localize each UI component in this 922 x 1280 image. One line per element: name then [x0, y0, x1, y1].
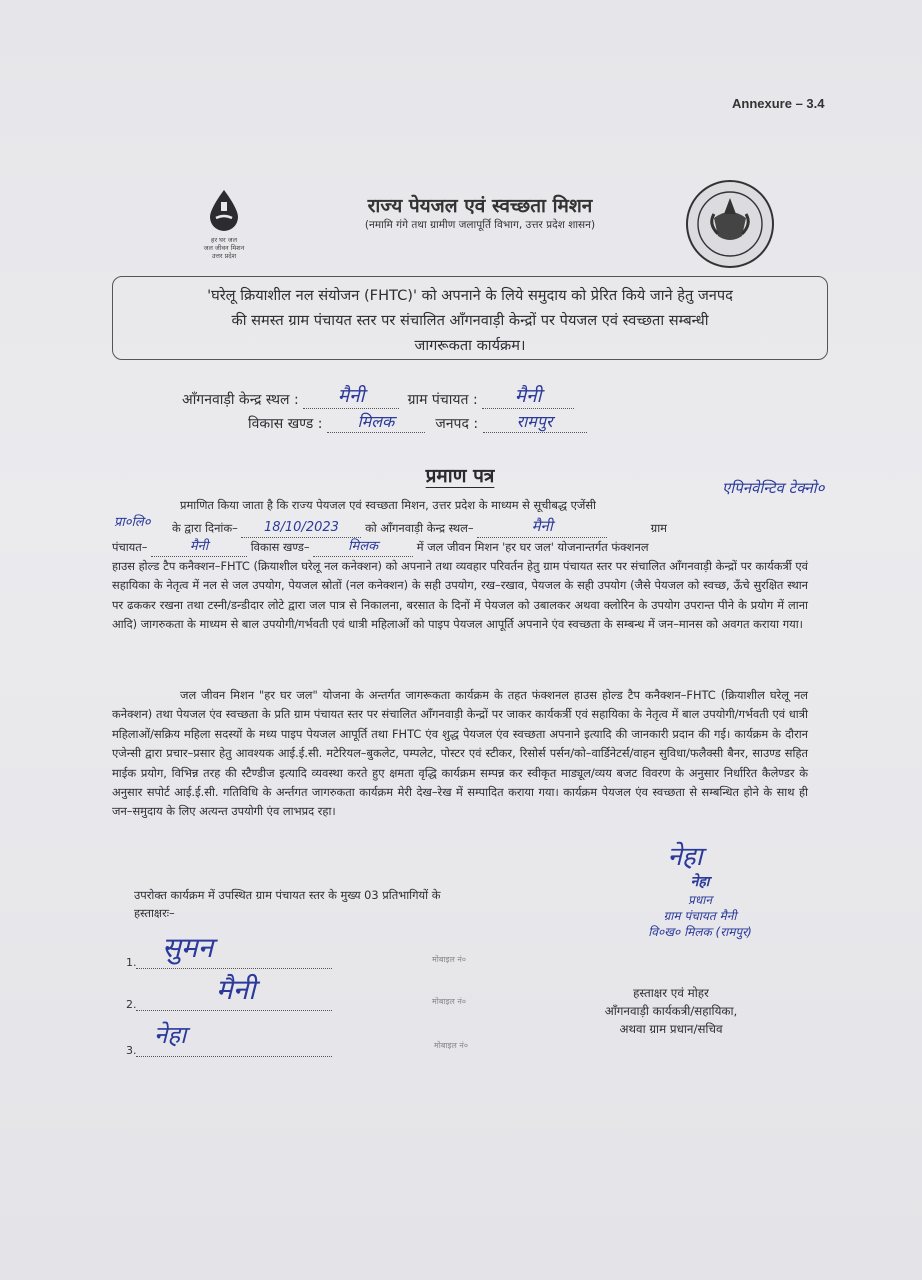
participant-3-line	[136, 1054, 332, 1057]
stamp-designation: प्रधान	[688, 893, 712, 907]
signatory-block: हस्ताक्षर एवं मोहर आँगनवाड़ी कार्यकत्री/सहायिका, अथवा ग्राम प्रधान/सचिव	[604, 986, 738, 1036]
panchayat-value: मैनी	[482, 382, 574, 409]
panchayat-handwritten: मैनी	[189, 539, 209, 554]
program-line-1: 'घरेलू क्रियाशील नल संयोजन (FHTC)' को अपनाने के लिये समुदाय को प्रेरित किये जाने हेतु जनपद	[207, 287, 733, 304]
cert-paragraph-2: जल जीवन मिशन "हर घर जल" योजना के अन्तर्गत जागरूकता कार्यक्रम के तहत फंक्शनल हाउस होल्ड टैप कनैक्शन–FHTC (क्रियाशील घरेलू नल कनेक्शन) तथा पेयजल एंव स्वच्छता के प्रति ग्राम पंचायत स्तर पर संचालित आँगनवाड़ी केन्द्रों पर जाकर कार्यकर्त्री एवं सहायिका के नेतृत्व में बाल उपयोगी/गर्भवती एवं धात्री महिलाओं/सक्रिय महिला सदस्यों के मध्य पाइप पेयजल आपूर्ति तथा FHTC एंव शुद्ध पेयजल एंव स्वच्छता अपनाने इत्यादि की जानकारी प्रदान की गई। कार्यक्रम के दौरान एजेन्सी द्वारा प्रचार–प्रसार हेतु आवश्यक आई.ई.सी. मटेरियल–बुकलेट, पम्पलेट, पोस्टर एवं स्टीकर, रिसोर्स पर्सन/को–वार्डिनेटर्स/वाहन सुविधा/फलैक्सी बैनर, साउण्ड सहित माईक प्रयोग, विभिन्न तरह की स्टैण्डीज इत्यादि व्यवस्था करते हुए क्षमता वृद्धि कार्यक्रम सम्पन्न कर स्वीकृत माड्यूल/व्यय बजट विवरण के अनुसार निर्धारित कैलेण्डर के अनुसार सपोर्ट आई.ई.सी. गतिविधि के अर्न्तगत जागरुकता कार्यक्रम मेरी देख–रेख में सम्पादित कराया गया। कार्यक्रम पेयजल एंव स्वच्छता से सम्बन्धित होने के साथ ही जन–समुदाय के लिए अत्यन्त उपयोगी एंव लाभप्रद रहा।	[112, 688, 808, 819]
cert-line-3: पंचायत– मैनी विकास खण्ड– मिलक में जल जीवन मिशन 'हर घर जल' योजनान्तर्गत फंक्शनल	[112, 537, 812, 557]
participant-1-num: 1.	[126, 956, 137, 969]
participant-3-num: 3.	[126, 1044, 137, 1057]
anganwadi-value: मैनी	[303, 382, 399, 409]
district-value: रामपुर	[483, 410, 587, 433]
participant-3-mobile: मोबाइल नं०	[434, 1041, 468, 1050]
water-drop-icon	[204, 188, 244, 232]
mission-title: राज्य पेयजल एवं स्वच्छता मिशन	[367, 195, 593, 217]
participant-2-num: 2.	[126, 998, 137, 1011]
program-line-3: जागरूकता कार्यक्रम।	[414, 337, 526, 354]
participant-2-mobile: मोबाइल नं०	[432, 997, 466, 1006]
program-line-2: की समस्त ग्राम पंचायत स्तर पर संचालित आँगनवाड़ी केन्द्रों पर पेयजल एवं स्वच्छता सम्बन्धी	[231, 312, 709, 329]
participant-1-signature: सुमन	[162, 931, 214, 964]
certificate-title: प्रमाण पत्र	[425, 465, 495, 487]
date-handwritten: 18/10/2023	[263, 520, 339, 535]
cert-line-2: के द्वारा दिनांक– 18/10/2023 को आँगनवाड़ी केन्द्र स्थल– मैनी ग्राम	[172, 517, 812, 538]
up-government-seal-icon	[684, 178, 776, 270]
cert-line-1: प्रमाणित किया जाता है कि राज्य पेयजल एवं स्वच्छता मिशन, उत्तर प्रदेश के माध्यम से सूचीबद्ध एजेंसी	[180, 498, 596, 512]
panchayat-label: ग्राम पंचायत :	[407, 392, 478, 408]
district-label: जनपद :	[435, 416, 479, 432]
har-ghar-jal-logo	[192, 188, 256, 260]
block-value: मिलक	[327, 410, 425, 433]
logo-line-3: उत्तर प्रदेश	[211, 252, 237, 260]
block-label: विकास खण्ड :	[248, 416, 323, 432]
place-handwritten: मैनी	[531, 517, 553, 535]
logo-line-2: जल जीवन मिशन	[203, 244, 245, 252]
stamp-panchayat: ग्राम पंचायत मैनी	[663, 909, 737, 923]
participant-1-mobile: मोबाइल नं०	[432, 955, 466, 964]
anganwadi-field-row	[182, 382, 574, 409]
agency-handwritten: एपिनवेन्टिव टेक्नो०	[722, 479, 825, 497]
logo-line-1: हर घर जल	[211, 236, 237, 244]
program-title-box	[112, 276, 828, 360]
participant-2-signature: मैनी	[216, 973, 256, 1006]
agency-handwritten-suffix: प्रा०लि०	[114, 515, 151, 530]
annexure-label: Annexure – 3.4	[732, 96, 825, 111]
mission-subtitle: (नमामि गंगे तथा ग्रामीण जलापूर्ति विभाग, उत्तर प्रदेश शासन)	[364, 219, 596, 231]
participants-intro: उपरोक्त कार्यक्रम में उपस्थित ग्राम पंचायत स्तर के मुख्य 03 प्रतिभागियों के हस्ताक्षरः–	[134, 888, 441, 920]
stamp-block: वि०ख० मिलक (रामपुर)	[648, 925, 752, 939]
stamp-name: नेहा	[690, 874, 710, 890]
participant-3-signature: नेहा	[154, 1021, 187, 1049]
block-field-row	[248, 410, 587, 433]
anganwadi-label: आँगनवाड़ी केन्द्र स्थल :	[182, 392, 299, 408]
pradhan-stamp	[600, 842, 800, 940]
cert-paragraph-1-rest: हाउस होल्ड टैप कनैक्शन–FHTC (क्रियाशील घरेलू नल कनेक्शन) को अपनाने तथा व्यवहार परिवर्तन हेतु ग्राम पंचायत स्तर पर संचालित आँगनवाड़ी केन्द्रों पर कार्यकर्त्री एवं सहायिका के नेतृत्व में नल से जल उपयोग, पेयजल स्रोतों (नल कनेक्शन) के सही उपयोग, रख–रखाव, पेयजल के सही उपयोग (जैसे पेयजल को स्वच्छ, ऊँचे सुरक्षित स्थान पर ढककर रखना तथा टस्नी/डन्डीदार लोटे द्वारा जल पात्र से निकालना, बरसात के दिनों में पेयजल को उबालकर अथवा क्लोरिन के उपयोग उपरान्त पीने के प्रयोग में लाना आदि) जागरुकता के माध्यम से बाल उपयोगी/गर्भवती एवं धात्री महिलाओं को पाइप पेयजल आपूर्ति अपनाने एंव स्वच्छता के सम्बन्ध में जन–मानस को अवगत कराया गया।	[112, 559, 808, 632]
stamp-signature: नेहा	[667, 842, 703, 872]
block-handwritten: मिलक	[348, 539, 379, 554]
participant-1-line	[136, 966, 332, 969]
participant-2-line	[136, 1008, 332, 1011]
